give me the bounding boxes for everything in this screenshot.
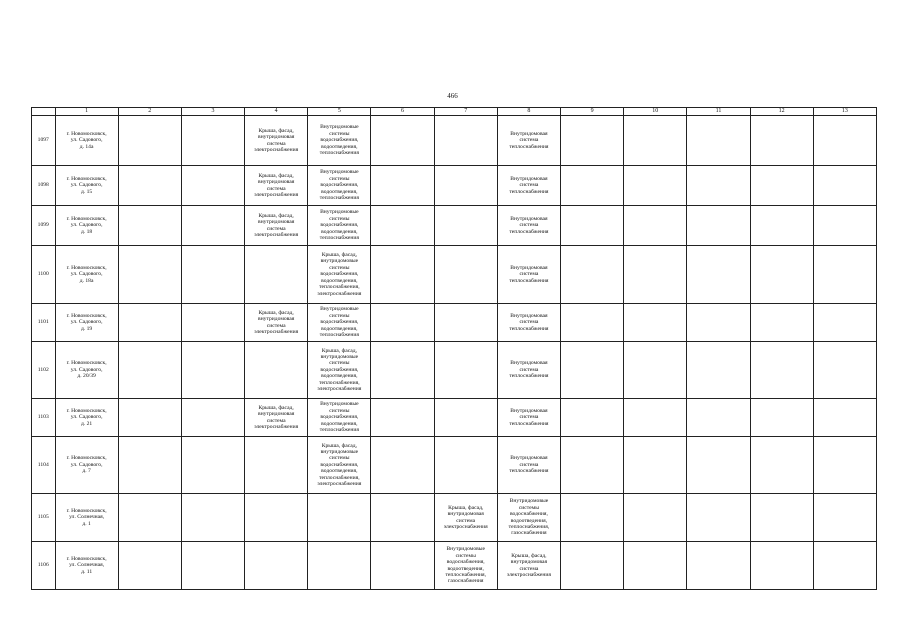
table-row [32,206,877,246]
empty-cell [813,437,876,494]
empty-cell [561,116,624,166]
empty-cell [624,116,687,166]
work-cell-5 [308,494,371,542]
header-cell: 10 [624,108,687,116]
work-cell-7 [434,494,497,542]
empty-cell [813,494,876,542]
work-cell-7 [434,342,497,399]
row-number-text: 1106 [37,562,49,569]
header-cell: 7 [434,108,497,116]
empty-cell [371,342,434,399]
empty-cell [561,304,624,342]
empty-cell [181,206,244,246]
address-cell-text: г. Новомосковск, ул. Садового, д. 21 [66,407,107,427]
table-row [32,116,877,166]
empty-cell [371,246,434,304]
empty-cell [750,494,813,542]
empty-cell [750,166,813,206]
empty-cell [371,437,434,494]
empty-cell [118,437,181,494]
table-row [32,437,877,494]
empty-cell [561,206,624,246]
table-row [32,342,877,399]
work-cell-8-text: Внутридомовая система теплоснабжения [509,455,549,475]
row-number [32,494,56,542]
address-cell-text: г. Новомосковск, ул. Садового, д. 18 [66,215,107,235]
row-number-text: 1103 [37,414,49,421]
work-cell-8 [497,246,560,304]
empty-cell [118,206,181,246]
work-cell-8-text: Внутридомовая система теплоснабжения [509,312,549,332]
work-cell-5-text: Внутридомовые системы водоснабжения, водоотведения, теплоснабжения [319,124,359,157]
work-cell-8-text: Внутридомовая система теплоснабжения [509,407,549,427]
work-cell-5 [308,399,371,437]
empty-cell [624,246,687,304]
empty-cell [561,494,624,542]
work-cell-8 [497,116,560,166]
row-number-text: 1100 [37,271,49,278]
empty-cell [750,399,813,437]
empty-cell [561,246,624,304]
empty-cell [687,342,750,399]
row-number [32,116,56,166]
empty-cell [181,116,244,166]
row-number [32,399,56,437]
work-cell-8-text: Крыша, фасад, внутридомовая система электроснабжения [506,552,551,578]
empty-cell [181,166,244,206]
work-cell-4 [245,246,308,304]
work-cell-8-text: Внутридомовая система теплоснабжения [509,130,549,150]
address-cell-text: г. Новомосковск, ул. Садового, д. 19 [66,312,107,332]
address-cell [55,399,118,437]
address-cell-text: г. Новомосковск, ул. Садового, д. 7 [66,455,107,475]
work-cell-7 [434,399,497,437]
work-cell-8 [497,494,560,542]
empty-cell [561,166,624,206]
empty-cell [624,437,687,494]
empty-cell [371,399,434,437]
header-cell: 2 [118,108,181,116]
row-number [32,206,56,246]
work-cell-4 [245,399,308,437]
empty-cell [181,542,244,590]
header-cell: 3 [181,108,244,116]
empty-cell [813,342,876,399]
address-cell [55,166,118,206]
work-cell-7-text: Внутридомовые системы водоснабжения, водоотведения, теплоснабжения, газоснабжения [445,546,486,585]
empty-cell [687,304,750,342]
work-cell-5-text: Крыша, фасад, внутридомовые системы водоснабжения, водоотведения, теплоснабжения, электроснабжения [317,442,362,488]
empty-cell [624,542,687,590]
work-cell-5-text: Крыша, фасад, внутридомовые системы водоснабжения, водоотведения, теплоснабжения, электроснабжения [317,252,362,297]
header-cell: 13 [813,108,876,116]
work-cell-8-text: Внутридомовая система теплоснабжения [509,360,549,380]
empty-cell [624,494,687,542]
work-cell-8 [497,399,560,437]
work-cell-4-text: Крыша, фасад, внутридомовая система электроснабжения [254,212,299,238]
empty-cell [561,542,624,590]
empty-cell [687,542,750,590]
header-cell: 1 [55,108,118,116]
work-cell-5 [308,342,371,399]
work-cell-5 [308,116,371,166]
header-cell: 8 [497,108,560,116]
address-cell [55,206,118,246]
table-row [32,246,877,304]
row-number [32,542,56,590]
empty-cell [624,304,687,342]
work-cell-7 [434,542,497,590]
work-cell-7 [434,166,497,206]
table-row [32,166,877,206]
row-number [32,246,56,304]
work-cell-8 [497,166,560,206]
work-cell-4 [245,304,308,342]
work-cell-7-text: Крыша, фасад, внутридомовая система электроснабжения [443,504,488,530]
address-cell [55,246,118,304]
work-cell-7 [434,206,497,246]
work-cell-4 [245,206,308,246]
work-cell-5 [308,206,371,246]
work-cell-4-text: Крыша, фасад, внутридомовая система электроснабжения [254,404,299,430]
work-cell-7 [434,246,497,304]
work-cell-8-text: Внутридомовые системы водоснабжения, водоотведения, теплоснабжения, газоснабжения [508,498,550,537]
empty-cell [750,116,813,166]
work-cell-5-text: Внутридомовые системы водоснабжения, водоотведения, теплоснабжения [319,209,359,242]
empty-cell [371,166,434,206]
address-cell-text: г. Новомосковск, ул. Садового, д. 18а [66,264,107,284]
work-cell-8-text: Внутридомовая система теплоснабжения [509,175,549,195]
empty-cell [687,166,750,206]
work-cell-8-text: Внутридомовая система теплоснабжения [509,264,549,284]
empty-cell [687,437,750,494]
row-number-text: 1097 [37,137,49,144]
address-cell [55,116,118,166]
work-cell-4-text: Крыша, фасад, внутридомовая система электроснабжения [254,172,299,198]
header-cell: 5 [308,108,371,116]
table-row [32,304,877,342]
row-number [32,437,56,494]
empty-cell [118,116,181,166]
row-number [32,304,56,342]
empty-cell [813,206,876,246]
empty-cell [687,246,750,304]
empty-cell [750,246,813,304]
work-cell-8 [497,304,560,342]
empty-cell [687,116,750,166]
empty-cell [181,304,244,342]
empty-cell [118,399,181,437]
empty-cell [118,304,181,342]
empty-cell [624,399,687,437]
row-number [32,166,56,206]
empty-cell [371,304,434,342]
empty-cell [181,399,244,437]
empty-cell [813,399,876,437]
work-cell-5-text: Внутридомовые системы водоснабжения, водоотведения, теплоснабжения [319,401,359,434]
work-cell-5 [308,166,371,206]
empty-cell [813,166,876,206]
table-row [32,542,877,590]
work-cell-8 [497,437,560,494]
empty-cell [181,437,244,494]
work-cell-4-text: Крыша, фасад, внутридомовая система электроснабжения [254,309,299,335]
work-cell-7 [434,116,497,166]
work-cell-5 [308,437,371,494]
empty-cell [624,342,687,399]
empty-cell [118,246,181,304]
row-number-text: 1101 [37,319,49,326]
header-cell: 11 [687,108,750,116]
work-cell-5 [308,542,371,590]
address-cell-text: г. Новомосковск, ул. Солнечная, д. 1 [66,507,107,527]
header-cell: 6 [371,108,434,116]
empty-cell [624,206,687,246]
address-cell-text: г. Новомосковск, ул. Садового, д. 14а [66,130,107,150]
header-cell: 9 [561,108,624,116]
empty-cell [813,304,876,342]
work-cell-5-text: Внутридомовые системы водоснабжения, водоотведения, теплоснабжения [319,306,359,339]
empty-cell [813,542,876,590]
empty-cell [624,166,687,206]
empty-cell [181,342,244,399]
empty-cell [371,116,434,166]
empty-cell [687,206,750,246]
address-cell [55,304,118,342]
header-cell: 12 [750,108,813,116]
work-cell-8 [497,342,560,399]
empty-cell [750,542,813,590]
work-cell-5 [308,246,371,304]
work-cell-5 [308,304,371,342]
empty-cell [750,304,813,342]
page-number: 466 [447,92,458,100]
empty-cell [371,542,434,590]
row-number-text: 1098 [37,182,49,189]
work-cell-7 [434,437,497,494]
work-cell-5-text: Внутридомовые системы водоснабжения, водоотведения, теплоснабжения [319,169,359,202]
address-cell-text: г. Новомосковск, ул. Садового, д. 20/39 [66,360,107,380]
empty-cell [750,342,813,399]
work-cell-4-text: Крыша, фасад, внутридомовая система электроснабжения [254,127,299,153]
work-cell-7 [434,304,497,342]
empty-cell [561,342,624,399]
header-row [32,108,877,116]
empty-cell [561,437,624,494]
work-cell-4 [245,342,308,399]
row-number [32,342,56,399]
work-cell-8 [497,206,560,246]
header-cell: 4 [245,108,308,116]
empty-cell [561,399,624,437]
empty-cell [371,206,434,246]
empty-cell [118,342,181,399]
empty-cell [813,116,876,166]
empty-cell [750,437,813,494]
row-number-text: 1104 [37,461,49,468]
row-number-text: 1105 [37,514,49,521]
empty-cell [118,166,181,206]
row-number-text: 1102 [37,366,49,373]
address-cell [55,342,118,399]
empty-cell [687,399,750,437]
table-row [32,399,877,437]
empty-cell [813,246,876,304]
empty-cell [118,494,181,542]
address-cell [55,494,118,542]
empty-cell [181,494,244,542]
header-cell-blank [32,108,56,116]
row-number-text: 1099 [37,222,49,229]
register-table [31,107,877,590]
work-cell-4 [245,494,308,542]
empty-cell [181,246,244,304]
empty-cell [371,494,434,542]
work-cell-4 [245,437,308,494]
empty-cell [750,206,813,246]
empty-cell [118,542,181,590]
address-cell [55,542,118,590]
address-cell-text: г. Новомосковск, ул. Садового, д. 15 [66,175,107,195]
work-cell-4 [245,116,308,166]
address-cell-text: г. Новомосковск, ул. Солнечная, д. 11 [66,555,107,575]
work-cell-4 [245,542,308,590]
work-cell-5-text: Крыша, фасад, внутридомовые системы водоснабжения, водоотведения, теплоснабжения, электроснабжения [317,347,362,393]
work-cell-4 [245,166,308,206]
work-cell-8-text: Внутридомовая система теплоснабжения [509,215,549,235]
work-cell-8 [497,542,560,590]
table-row [32,494,877,542]
address-cell [55,437,118,494]
empty-cell [687,494,750,542]
